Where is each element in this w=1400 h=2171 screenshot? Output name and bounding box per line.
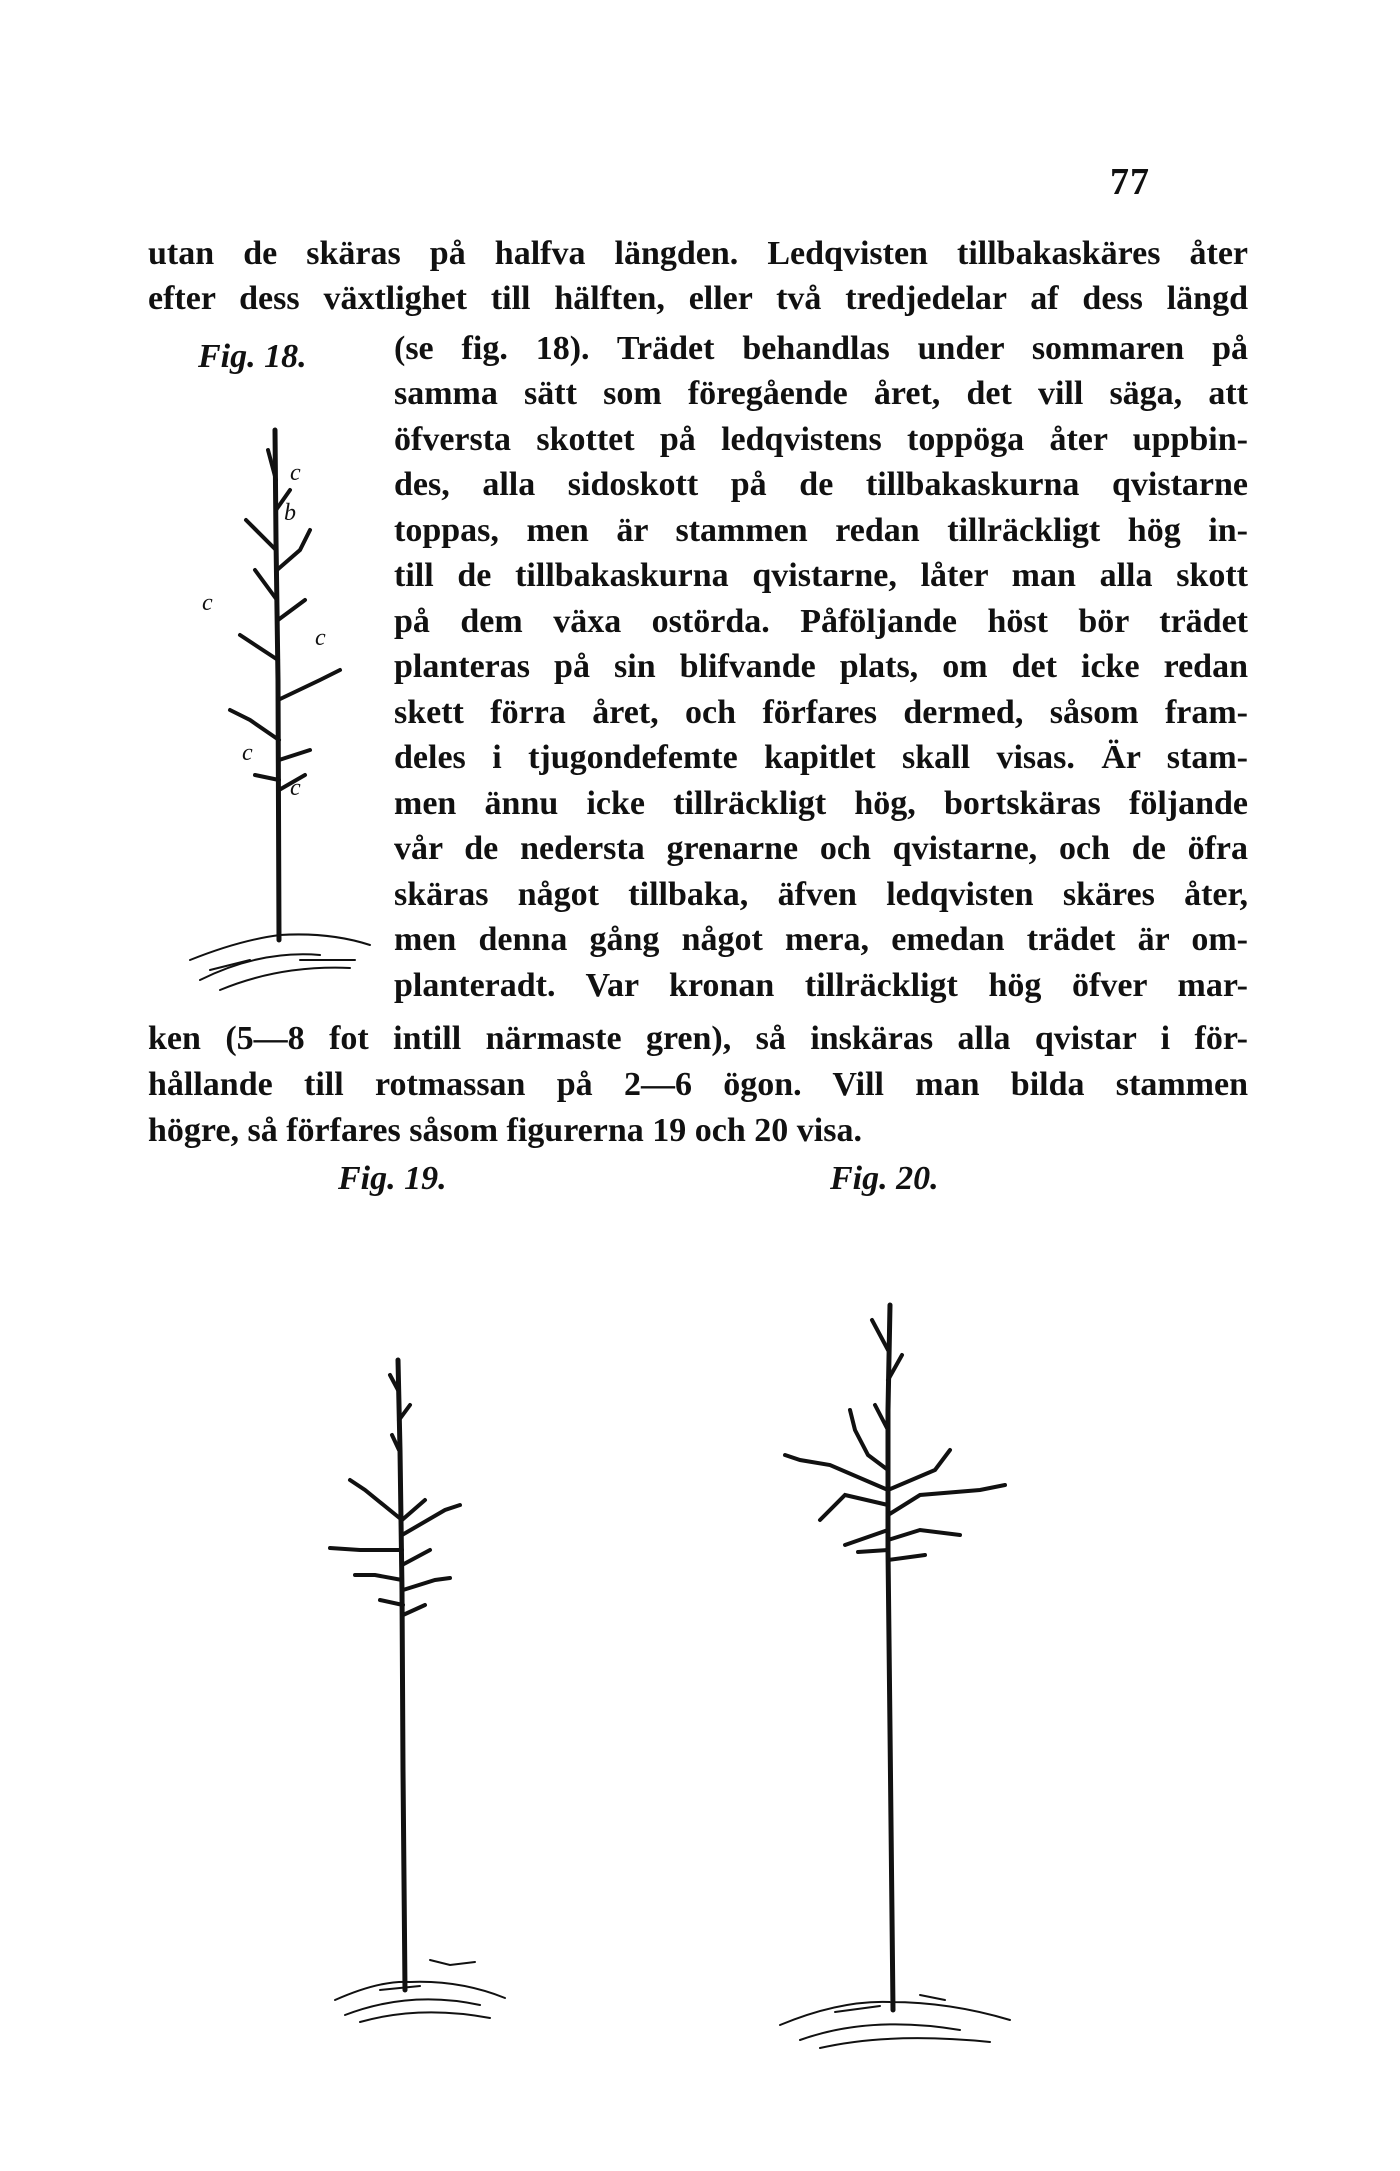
figure-18-tree: [180, 420, 380, 1000]
text-line: des, alla sidoskott på de tillbakaskurna qvistarne: [394, 466, 1248, 503]
text-line: till de tillbakaskurna qvistarne, låter man alla skott: [394, 557, 1248, 594]
figure-label: c: [202, 590, 213, 616]
text-line: vår de nedersta grenarne och qvistarne, och de öfra: [394, 830, 1248, 867]
text-line: ken (5—8 fot intill närmaste gren), så inskäras alla qvistar i för-: [148, 1020, 1248, 1057]
figure-label: b: [284, 500, 296, 526]
text-line: planteras på sin blifvande plats, om det icke redan: [394, 648, 1248, 685]
text-line: skett förra året, och förfares dermed, såsom fram-: [394, 694, 1248, 731]
text-line: skäras något tillbaka, äfven ledqvisten skäres åter,: [394, 876, 1248, 913]
text-line: på dem växa ostörda. Påföljande höst bör trädet: [394, 603, 1248, 640]
figure-caption-18: Fig. 18.: [198, 338, 307, 375]
figure-label: c: [290, 775, 301, 801]
text-line: hållande till rotmassan på 2—6 ögon. Vill man bilda stammen: [148, 1066, 1248, 1103]
text-line: deles i tjugondefemte kapitlet skall visas. Är stam-: [394, 739, 1248, 776]
figure-label: c: [290, 460, 301, 486]
text-line: toppas, men är stammen redan tillräckligt hög in-: [394, 512, 1248, 549]
figure-19-tree: [320, 1350, 520, 2030]
text-line: efter dess växtlighet till hälften, eller två tredjedelar af dess längd: [148, 280, 1248, 317]
page-number: 77: [1110, 161, 1150, 203]
text-line: utan de skäras på halfva längden. Ledqvisten tillbakaskäres åter: [148, 235, 1248, 272]
text-line: men denna gång något mera, emedan trädet är om-: [394, 921, 1248, 958]
text-line: planteradt. Var kronan tillräckligt hög öfver mar-: [394, 967, 1248, 1004]
text-line: (se fig. 18). Trädet behandlas under sommaren på: [394, 330, 1248, 367]
figure-caption-19: Fig. 19.: [338, 1160, 447, 1197]
text-line: högre, så förfares såsom figurerna 19 och 20 visa.: [148, 1112, 862, 1149]
text-line: öfversta skottet på ledqvistens toppöga åter uppbin-: [394, 421, 1248, 458]
text-line: samma sätt som föregående året, det vill säga, att: [394, 375, 1248, 412]
text-line: men ännu icke tillräckligt hög, bortskäras följande: [394, 785, 1248, 822]
figure-caption-20: Fig. 20.: [830, 1160, 939, 1197]
figure-label: c: [315, 625, 326, 651]
figure-20-tree: [760, 1290, 1040, 2050]
figure-label: c: [242, 740, 253, 766]
